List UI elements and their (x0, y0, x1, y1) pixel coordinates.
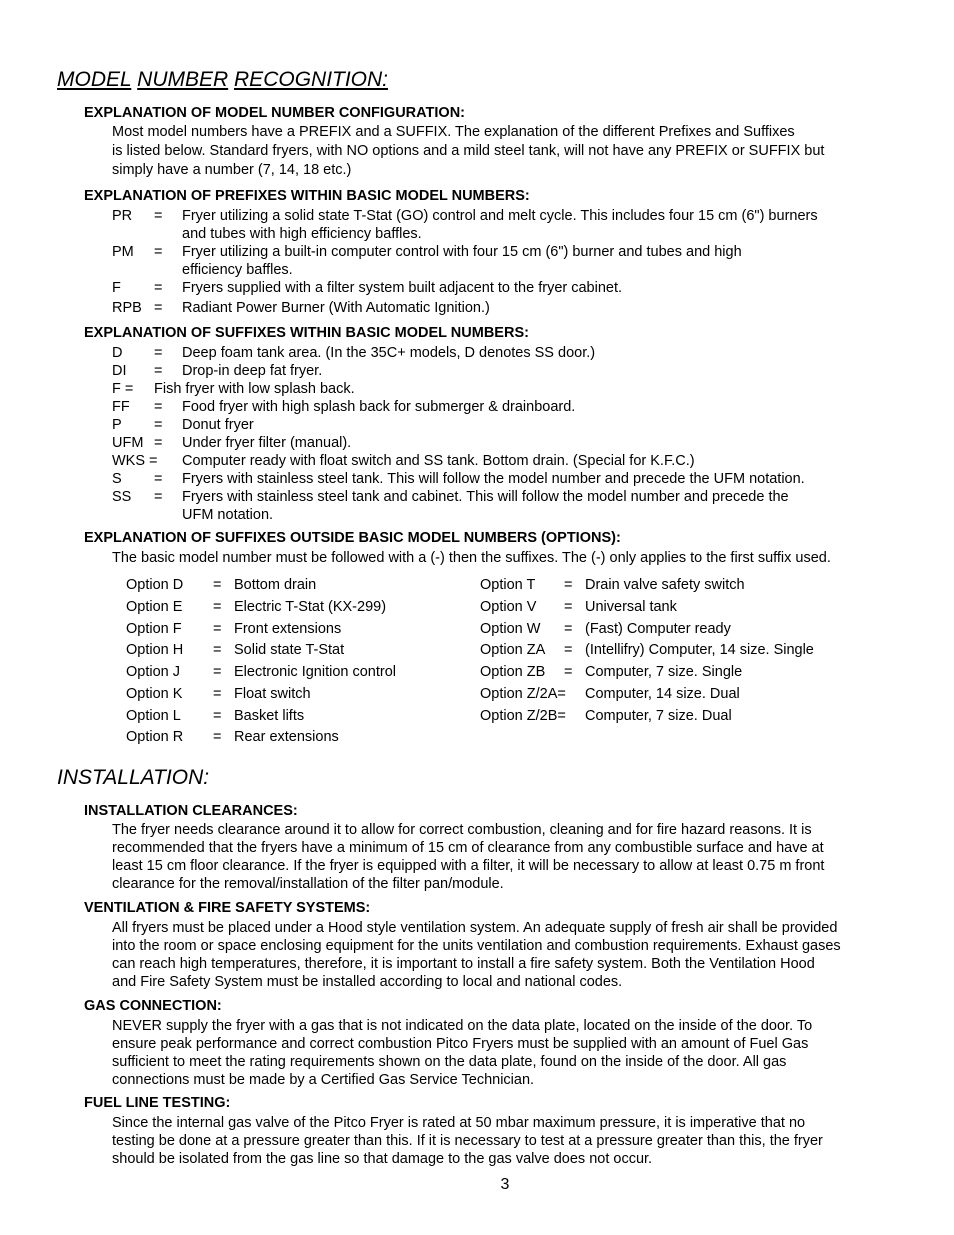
equals-sign: = (213, 729, 222, 745)
prefix-desc-line: and tubes with high efficiency baffles. (182, 226, 422, 242)
clearances-heading: INSTALLATION CLEARANCES: (84, 803, 298, 819)
options-heading: EXPLANATION OF SUFFIXES OUTSIDE BASIC MODEL NUMBERS (OPTIONS): (84, 530, 621, 546)
ventilation-line: can reach high temperatures, therefore, it is important to install a fire safety system. Both the Ventilation Hood (112, 956, 815, 972)
prefix-code: PM (112, 244, 134, 260)
clearances-line: least 15 cm floor clearance. If the fryer is equipped with a filter, it will be necessary to allow at least 0.75 m front (112, 858, 825, 874)
suffix-code: S (112, 471, 122, 487)
suffix-desc (182, 488, 902, 524)
config-line-3: simply have a number (7, 14, 18 etc.) (112, 162, 352, 178)
fuel-line-line: should be isolated from the gas line so that damage to the gas valve does not occur. (112, 1151, 653, 1167)
equals-sign: = (154, 489, 163, 505)
prefix-desc (182, 243, 902, 279)
prefix-desc (182, 207, 902, 243)
suffix-desc: Fish fryer with low splash back. (154, 381, 355, 397)
prefixes-heading: EXPLANATION OF PREFIXES WITHIN BASIC MODEL NUMBERS: (84, 188, 530, 204)
option-name: Option E (126, 599, 183, 615)
option-name: Option J (126, 664, 180, 680)
config-heading: EXPLANATION OF MODEL NUMBER CONFIGURATION: (84, 105, 466, 121)
config-line-2: is listed below. Standard fryers, with NO options and a mild steel tank, will not have any PREFIX or SUFFIX but (112, 143, 825, 159)
option-name: Option L (126, 708, 181, 724)
prefix-desc-line: Fryer utilizing a built-in computer control with four 15 cm (6") burner and tubes and high (182, 244, 742, 260)
option-name: Option W (480, 621, 541, 637)
suffix-desc: Food fryer with high splash back for submerger & drainboard. (182, 399, 576, 415)
equals-sign: = (154, 300, 163, 316)
equals-sign: = (154, 345, 163, 361)
equals-sign: = (213, 599, 222, 615)
option-desc: Computer, 7 size. Dual (585, 708, 732, 724)
suffix-code: F = (112, 381, 134, 397)
prefix-desc: Fryers supplied with a filter system built adjacent to the fryer cabinet. (182, 280, 623, 296)
equals-sign: = (564, 621, 573, 637)
equals-sign: = (564, 599, 573, 615)
clearances-line: recommended that the fryers have a minimum of 15 cm of clearance from any combustible surface and have at (112, 840, 824, 856)
prefix-desc-line: Fryer utilizing a solid state T-Stat (GO) control and melt cycle. This includes four 15 cm (6") burners (182, 208, 818, 224)
option-name: Option ZA (480, 642, 546, 658)
suffix-code: DI (112, 363, 127, 379)
installation-title: INSTALLATION: (57, 766, 210, 789)
option-desc: (Intellifry) Computer, 14 size. Single (585, 642, 814, 658)
option-desc: Computer, 7 size. Single (585, 664, 743, 680)
suffix-desc: Deep foam tank area. (In the 35C+ models, D denotes SS door.) (182, 345, 596, 361)
option-desc: Drain valve safety switch (585, 577, 745, 593)
equals-sign: = (154, 399, 163, 415)
option-name: Option F (126, 621, 182, 637)
config-line-1: Most model numbers have a PREFIX and a SUFFIX. The explanation of the different Prefixes and Suffixes (112, 124, 795, 140)
suffix-desc: Donut fryer (182, 417, 254, 433)
suffix-desc: Computer ready with float switch and SS tank. Bottom drain. (Special for K.F.C.) (182, 453, 695, 469)
equals-sign: = (154, 363, 163, 379)
option-desc: Computer, 14 size. Dual (585, 686, 740, 702)
equals-sign: = (154, 471, 163, 487)
option-desc: Electric T-Stat (KX-299) (234, 599, 387, 615)
option-name: Option V (480, 599, 537, 615)
gas-connection-line: ensure peak performance and correct combustion Pitco Fryers must be supplied with an amount of Fuel Gas (112, 1036, 809, 1052)
equals-sign: = (564, 577, 573, 593)
equals-sign: = (564, 664, 573, 680)
ventilation-line: and Fire Safety System must be installed according to local and national codes. (112, 974, 623, 990)
option-name: Option ZB (480, 664, 546, 680)
options-intro: The basic model number must be followed with a (-) then the suffixes. The (-) only applies to the first suffix used. (112, 550, 831, 566)
prefix-desc-line: efficiency baffles. (182, 262, 293, 278)
title-word-number: NUMBER (137, 68, 229, 91)
option-desc: Float switch (234, 686, 311, 702)
model-number-title (57, 68, 388, 92)
prefix-code: RPB (112, 300, 142, 316)
equals-sign: = (154, 417, 163, 433)
equals-sign: = (154, 208, 163, 224)
option-name: Option T (480, 577, 536, 593)
suffix-code: WKS = (112, 453, 158, 469)
suffix-desc-line: UFM notation. (182, 507, 274, 523)
option-desc: (Fast) Computer ready (585, 621, 731, 637)
suffix-code: P (112, 417, 122, 433)
fuel-line-line: Since the internal gas valve of the Pitco Fryer is rated at 50 mbar maximum pressure, it is imperative that no (112, 1115, 806, 1131)
suffix-code: FF (112, 399, 130, 415)
option-desc: Solid state T-Stat (234, 642, 345, 658)
suffix-desc-line: Fryers with stainless steel tank and cabinet. This will follow the model number and precede the (182, 489, 789, 505)
suffix-desc: Fryers with stainless steel tank. This will follow the model number and precede the UFM notation. (182, 471, 805, 487)
option-name: Option H (126, 642, 184, 658)
page-number: 3 (500, 1176, 510, 1193)
option-name: Option K (126, 686, 183, 702)
option-name: Option R (126, 729, 184, 745)
equals-sign: = (213, 708, 222, 724)
equals-sign: = (213, 686, 222, 702)
option-desc: Basket lifts (234, 708, 305, 724)
clearances-line: clearance for the removal/installation of the filter pan/module. (112, 876, 504, 892)
suffix-desc: Under fryer filter (manual). (182, 435, 352, 451)
equals-sign: = (213, 577, 222, 593)
equals-sign: = (154, 244, 163, 260)
option-desc: Rear extensions (234, 729, 339, 745)
option-name: Option Z/2A= (480, 686, 566, 702)
suffix-code: D (112, 345, 123, 361)
fuel-line-heading: FUEL LINE TESTING: (84, 1095, 231, 1111)
option-desc: Bottom drain (234, 577, 317, 593)
equals-sign: = (213, 642, 222, 658)
gas-connection-line: NEVER supply the fryer with a gas that is not indicated on the data plate, located on the inside of the door. To (112, 1018, 813, 1034)
option-desc: Universal tank (585, 599, 677, 615)
equals-sign: = (213, 621, 222, 637)
suffix-code: SS (112, 489, 132, 505)
equals-sign: = (564, 642, 573, 658)
title-word-model: MODEL (57, 68, 132, 91)
ventilation-line: All fryers must be placed under a Hood style ventilation system. An adequate supply of fresh air shall be provided (112, 920, 838, 936)
title-word-recognition: RECOGNITION: (234, 68, 389, 91)
gas-connection-line: sufficient to meet the rating requirements shown on the data plate, found on the inside of the door. All gas (112, 1054, 787, 1070)
option-desc: Front extensions (234, 621, 342, 637)
gas-connection-heading: GAS CONNECTION: (84, 998, 222, 1014)
prefix-code: PR (112, 208, 133, 224)
option-name: Option Z/2B= (480, 708, 566, 724)
suffix-code: UFM (112, 435, 144, 451)
suffixes-heading: EXPLANATION OF SUFFIXES WITHIN BASIC MODEL NUMBERS: (84, 325, 529, 341)
equals-sign: = (154, 435, 163, 451)
prefix-code: F (112, 280, 121, 296)
equals-sign: = (154, 280, 163, 296)
option-desc: Electronic Ignition control (234, 664, 396, 680)
gas-connection-line: connections must be made by a Certified Gas Service Technician. (112, 1072, 535, 1088)
ventilation-heading: VENTILATION & FIRE SAFETY SYSTEMS: (84, 900, 371, 916)
ventilation-line: into the room or space enclosing equipment for the units ventilation and combustion requirements. Exhaust gases (112, 938, 841, 954)
equals-sign: = (213, 664, 222, 680)
option-name: Option D (126, 577, 184, 593)
suffix-desc: Drop-in deep fat fryer. (182, 363, 323, 379)
clearances-line: The fryer needs clearance around it to allow for correct combustion, cleaning and for fire hazard reasons. It is (112, 822, 812, 838)
fuel-line-line: testing be done at a pressure greater than this. If it is necessary to test at a pressure greater than this, the fryer (112, 1133, 823, 1149)
prefix-desc: Radiant Power Burner (With Automatic Ignition.) (182, 300, 490, 316)
